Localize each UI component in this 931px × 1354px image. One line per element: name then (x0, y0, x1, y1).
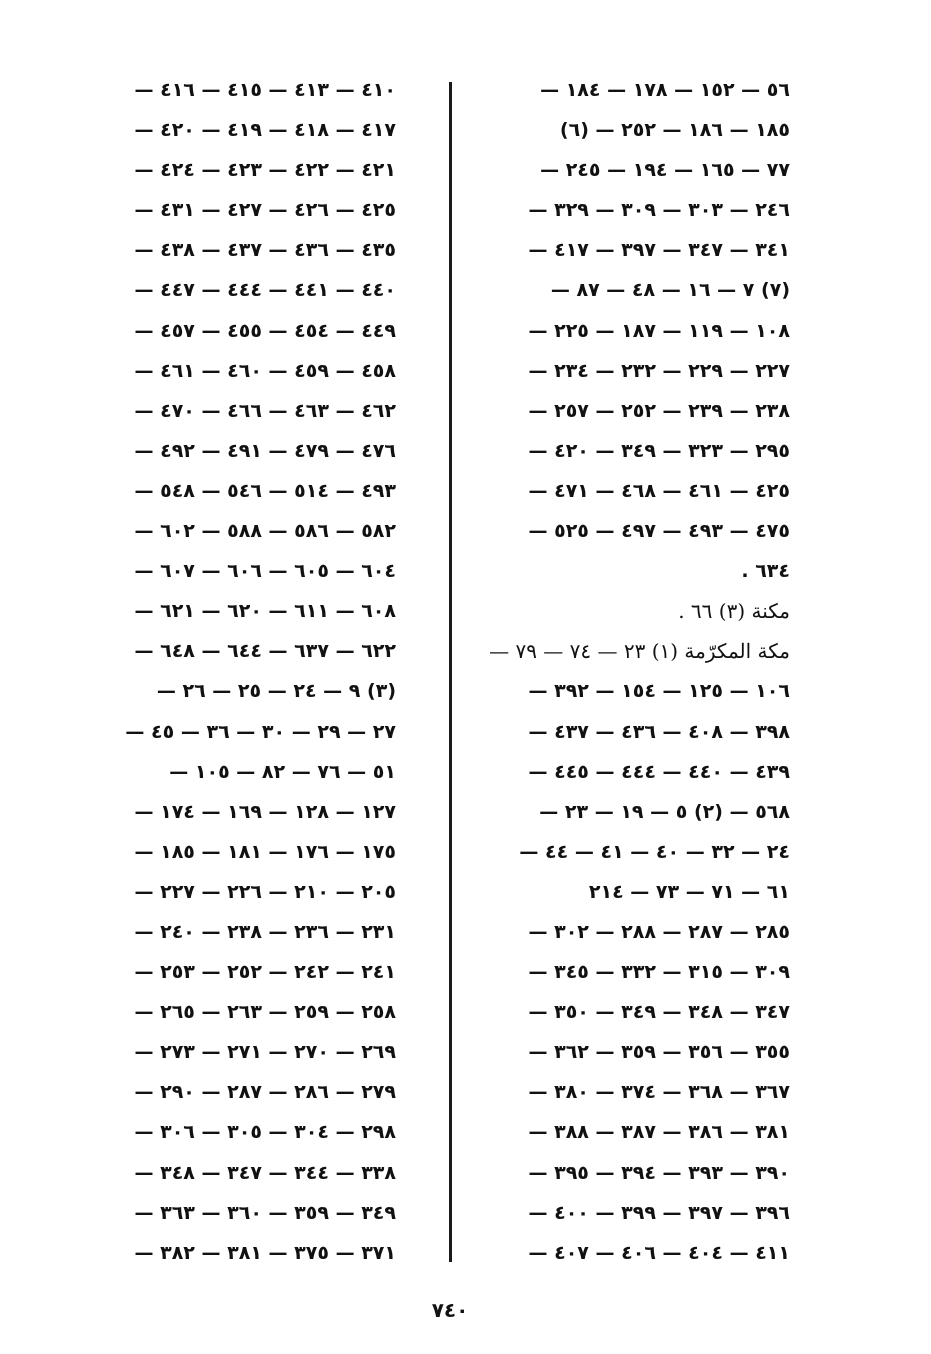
index-entry-row: ٣٤١ — ٣٤٧ — ٣٩٧ — ٤١٧ — (528, 239, 790, 262)
index-entry-row: ١٢٧ — ١٢٨ — ١٦٩ — ١٧٤ — (134, 800, 396, 823)
index-entry-row: ٤٥٨ — ٤٥٩ — ٤٦٠ — ٤٦١ — (134, 359, 396, 382)
index-entry-row: ٢٠٥ — ٢١٠ — ٢٢٦ — ٢٢٧ — (134, 880, 396, 903)
index-entry-row: ٣٩٦ — ٣٩٧ — ٣٩٩ — ٤٠٠ — (528, 1201, 790, 1224)
index-entry-row: ٢٤ — ٣٢ — ٤٠ — ٤١ — ٤٤ — (519, 840, 790, 863)
right-column (470, 70, 790, 1273)
index-entry-row: ٤٦٢ — ٤٦٣ — ٤٦٦ — ٤٧٠ — (134, 399, 396, 422)
left-column (78, 70, 396, 1273)
index-entry-row: ٤٢٥ — ٤٢٦ — ٤٢٧ — ٤٣١ — (134, 199, 396, 222)
index-entry-row: ٣٥٥ — ٣٥٦ — ٣٥٩ — ٣٦٢ — (528, 1041, 790, 1064)
index-entry-row: (٧) ٧ — ١٦ — ٤٨ — ٨٧ — (550, 279, 790, 302)
index-entry-row: ١٠٦ — ١٢٥ — ١٥٤ — ٣٩٢ — (528, 680, 790, 703)
index-entry-row: ٢٧٩ — ٢٨٦ — ٢٨٧ — ٢٩٠ — (134, 1081, 396, 1104)
index-entry-row: ٣٧١ — ٣٧٥ — ٣٨١ — ٣٨٢ — (134, 1241, 396, 1264)
index-entry-row: ٧٧ — ١٦٥ — ١٩٤ — ٢٤٥ — (540, 159, 790, 182)
index-entry-row: ٤٤٩ — ٤٥٤ — ٤٥٥ — ٤٥٧ — (134, 319, 396, 342)
index-entry-row: ١٨٥ — ١٨٦ — ٢٥٢ — (٦) (559, 119, 790, 142)
index-entry-row: ٣٩٠ — ٣٩٣ — ٣٩٤ — ٣٩٥ — (528, 1161, 790, 1184)
index-entry-row: ٦٠٤ — ٦٠٥ — ٦٠٦ — ٦٠٧ — (134, 560, 396, 583)
index-entry-row: ٣٤٧ — ٣٤٨ — ٣٤٩ — ٣٥٠ — (528, 1001, 790, 1024)
index-entry-row: ٢٥٨ — ٢٥٩ — ٢٦٣ — ٢٦٥ — (134, 1001, 396, 1024)
index-entry-row: ٢٣٨ — ٢٣٩ — ٢٥٢ — ٢٥٧ — (528, 399, 790, 422)
index-entry-row: ١٠٨ — ١١٩ — ١٨٧ — ٢٢٥ — (528, 319, 790, 342)
index-entry-row: ٣٠٩ — ٣١٥ — ٣٣٢ — ٣٤٥ — (528, 961, 790, 984)
index-entry-row: ٤٣٩ — ٤٤٠ — ٤٤٤ — ٤٤٥ — (528, 760, 790, 783)
index-entry-row: ٢٤١ — ٢٤٢ — ٢٥٢ — ٢٥٣ — (134, 961, 396, 984)
index-entry-row: ٥٦٨ — (٢) ٥ — ١٩ — ٢٣ — (539, 800, 790, 823)
index-entry-row: ٢٩٨ — ٣٠٤ — ٣٠٥ — ٣٠٦ — (134, 1121, 396, 1144)
index-entry-row: ٦٠٨ — ٦١١ — ٦٢٠ — ٦٢١ — (134, 600, 396, 623)
index-entry-row: ٤٧٥ — ٤٩٣ — ٤٩٧ — ٥٢٥ — (528, 520, 790, 543)
index-entry-row: ٤٢٥ — ٤٦١ — ٤٦٨ — ٤٧١ — (528, 479, 790, 502)
index-entry-row: ٤١٠ — ٤١٣ — ٤١٥ — ٤١٦ — (134, 79, 396, 101)
index-entry-row: ١٧٥ — ١٧٦ — ١٨١ — ١٨٥ — (134, 840, 396, 863)
index-entry-row: مكنة (٣) ٦٦ . (678, 599, 790, 624)
index-entry-row: ٢٧ — ٢٩ — ٣٠ — ٣٦ — ٤٥ — (125, 720, 396, 743)
index-entry-row: مكة المكرّمة (١) ٢٣ — ٧٤ — ٧٩ — (489, 639, 790, 664)
index-entry-row: ٣٩٨ — ٤٠٨ — ٤٣٦ — ٤٣٧ — (528, 720, 790, 743)
index-entry-row: ٤٧٦ — ٤٧٩ — ٤٩١ — ٤٩٢ — (134, 439, 396, 462)
index-entry-row: ٤٩٣ — ٥١٤ — ٥٤٦ — ٥٤٨ — (134, 479, 396, 502)
index-entry-row: ٢٦٩ — ٢٧٠ — ٢٧١ — ٢٧٣ — (134, 1041, 396, 1064)
index-entry-row: ٥٦ — ١٥٢ — ١٧٨ — ١٨٤ — (540, 79, 790, 101)
index-entry-row: ٢٨٥ — ٢٨٧ — ٢٨٨ — ٣٠٢ — (528, 920, 790, 943)
index-entry-row: ٣٦٧ — ٣٦٨ — ٣٧٤ — ٣٨٠ — (528, 1081, 790, 1104)
index-entry-row: ٤١٧ — ٤١٨ — ٤١٩ — ٤٢٠ — (134, 119, 396, 142)
page-number: ٧٤٠ (431, 1298, 469, 1322)
index-entry-row: ٤١١ — ٤٠٤ — ٤٠٦ — ٤٠٧ — (528, 1241, 790, 1264)
column-divider (449, 82, 452, 1262)
index-entry-row: ٤٣٥ — ٤٣٦ — ٤٣٧ — ٤٣٨ — (134, 239, 396, 262)
index-entry-row: ٣٤٩ — ٣٥٩ — ٣٦٠ — ٣٦٣ — (134, 1201, 396, 1224)
index-entry-row: ٢٤٦ — ٣٠٣ — ٣٠٩ — ٣٢٩ — (528, 199, 790, 222)
index-entry-row: ٦١ — ٧١ — ٧٣ — ٢١٤ (588, 880, 790, 903)
index-entry-row: ٤٤٠ — ٤٤١ — ٤٤٤ — ٤٤٧ — (134, 279, 396, 302)
index-entry-row: ٥٨٢ — ٥٨٦ — ٥٨٨ — ٦٠٢ — (134, 520, 396, 543)
index-entry-row: ٦٢٢ — ٦٣٧ — ٦٤٤ — ٦٤٨ — (134, 640, 396, 663)
index-entry-row: ٣٣٨ — ٣٤٤ — ٣٤٧ — ٣٤٨ — (134, 1161, 396, 1184)
index-entry-row: ٦٣٤ . (741, 560, 790, 583)
index-entry-row: ٣٨١ — ٣٨٦ — ٣٨٧ — ٣٨٨ — (528, 1121, 790, 1144)
index-entry-row: ٢٩٥ — ٣٢٣ — ٣٤٩ — ٤٢٠ — (528, 439, 790, 462)
index-entry-row: ٥١ — ٧٦ — ٨٢ — ١٠٥ — (169, 760, 396, 783)
index-entry-row: ٢٢٧ — ٢٢٩ — ٢٣٢ — ٢٣٤ — (528, 359, 790, 382)
index-entry-row: ٢٣١ — ٢٣٦ — ٢٣٨ — ٢٤٠ — (134, 920, 396, 943)
index-entry-row: ٤٢١ — ٤٢٢ — ٤٢٣ — ٤٢٤ — (134, 159, 396, 182)
index-entry-row: (٣) ٩ — ٢٤ — ٢٥ — ٢٦ — (156, 680, 396, 703)
